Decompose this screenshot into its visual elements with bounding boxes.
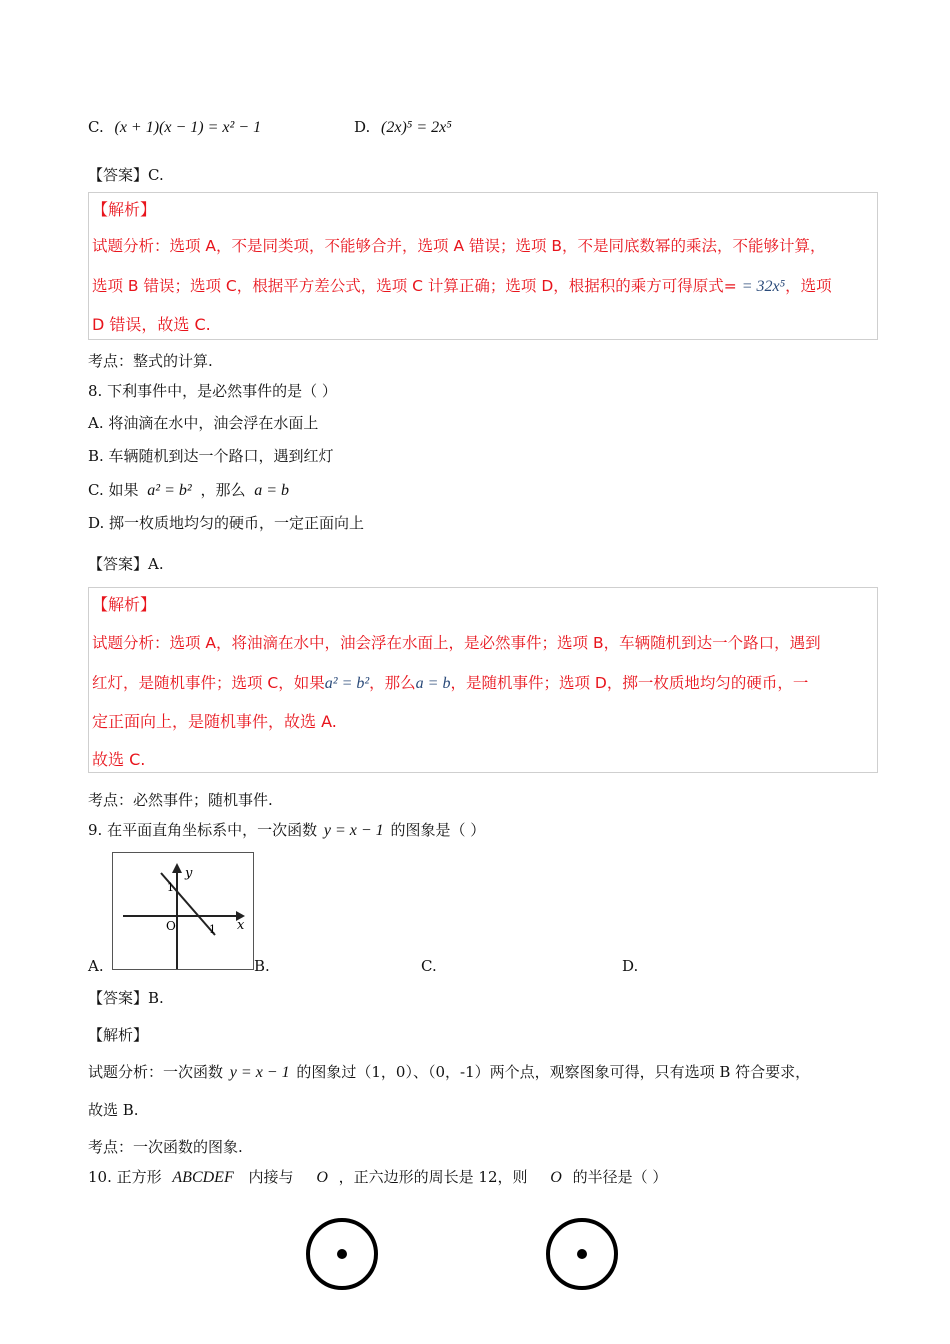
q9-graph-svg	[113, 853, 254, 970]
q10-stem-mid1: 内接与	[248, 1168, 294, 1186]
q8-stem: 8. 下利事件中，是必然事件的是（ ）	[88, 382, 337, 400]
q9-analysis-line1	[88, 1061, 810, 1082]
q10-stem-math3: O	[550, 1169, 562, 1186]
q8-analysis-line4: 故选 C.	[92, 750, 146, 769]
q8-analysis-line2-math2: a = b	[415, 675, 451, 692]
q7-kaodian: 考点：整式的计算.	[88, 352, 213, 370]
q7-analysis-line2a: 选项 B 错误；选项 C，根据平方差公式，选项 C 计算正确；选项 D，根据积的乘方可得原式=	[92, 277, 742, 295]
graph-x-label: x	[237, 918, 245, 933]
q9-analysis-prefix: 试题分析：一次函数	[88, 1063, 224, 1081]
circle-o-icon	[302, 1214, 382, 1294]
q8-option-d: D. 掷一枚质地均匀的硬币，一定正面向上	[88, 514, 365, 532]
q8-kaodian: 考点：必然事件；随机事件.	[88, 791, 273, 809]
q9-analysis-line2: 故选 B.	[88, 1101, 139, 1119]
q8-option-c-math2: a = b	[254, 482, 290, 499]
q9-option-c-label: C.	[421, 957, 437, 975]
q9-analysis-suffix: 的图象过（1，0）、（0，-1）两个点，观察图象可得，只有选项 B 符合要求，	[296, 1063, 811, 1081]
q9-kaodian: 考点：一次函数的图象.	[88, 1138, 243, 1156]
q9-stem-prefix: 9. 在平面直角坐标系中，一次函数	[88, 821, 318, 839]
q9-stem	[88, 819, 485, 840]
circle-o-icon	[542, 1214, 622, 1294]
q7-option-d-math: (2x)⁵ = 2x⁵	[381, 119, 452, 136]
q8-option-b: B. 车辆随机到达一个路口，遇到红灯	[88, 447, 334, 465]
q10-stem-math2: O	[316, 1169, 328, 1186]
q7-analysis-line2	[92, 274, 832, 296]
q9-answer: 【答案】B.	[88, 989, 164, 1007]
q8-analysis-line2-math1: a² = b²	[324, 675, 370, 692]
q10-stem-mid2: ，正六边形的周长是 12，则	[338, 1168, 528, 1186]
q8-analysis-line2c: ，是随机事件；选项 D，掷一枚质地均匀的硬币，一	[450, 674, 809, 692]
q7-option-c	[88, 118, 261, 137]
graph-y-one-label: 1	[167, 881, 174, 894]
q9-option-d-label: D.	[622, 957, 639, 975]
q8-option-c-prefix: C. 如果	[88, 481, 139, 499]
graph-x-one-label: 1	[209, 923, 216, 936]
q7-analysis-title: 【解析】	[92, 200, 157, 219]
q10-stem-suffix: 的半径是（ ）	[572, 1168, 668, 1186]
q7-analysis-line2-math: = 32x⁵	[741, 278, 786, 295]
q7-analysis-line3: D 错误，故选 C.	[92, 315, 211, 334]
q10-stem	[88, 1166, 667, 1187]
q9-stem-suffix: 的图象是（ ）	[390, 821, 486, 839]
q8-analysis-line2	[92, 671, 808, 693]
q7-option-c-label: C.	[88, 118, 104, 136]
q9-option-a-graph	[112, 852, 254, 970]
q7-answer: 【答案】C.	[88, 166, 164, 184]
q7-option-d-label: D.	[354, 118, 371, 136]
q8-analysis-line2a: 红灯，是随机事件；选项 C，如果	[92, 674, 325, 692]
q8-analysis-line1: 试题分析：选项 A，将油滴在水中，油会浮在水面上，是必然事件；选项 B，车辆随机到达一个路口，遇到	[92, 634, 821, 652]
q8-analysis-line2b: ，那么	[369, 674, 416, 692]
q7-option-d	[354, 118, 452, 137]
q10-stem-math1: ABCDEF	[172, 1169, 234, 1186]
q9-stem-math: y = x − 1	[323, 822, 384, 839]
q8-option-c-mid: ，那么	[200, 481, 246, 499]
q7-analysis-line2b: ，选项	[785, 277, 832, 295]
graph-y-label: y	[185, 866, 193, 881]
q7-analysis-line1: 试题分析：选项 A，不是同类项，不能够合并，选项 A 错误；选项 B，不是同底数幂的乘法，不能够计算，	[92, 237, 826, 255]
graph-origin-label: O	[166, 919, 176, 933]
q8-answer: 【答案】A.	[88, 555, 164, 573]
q8-option-c-math1: a² = b²	[147, 482, 192, 499]
q8-option-c	[88, 479, 289, 500]
q8-option-a: A. 将油滴在水中，油会浮在水面上	[88, 414, 319, 432]
q9-analysis-title: 【解析】	[88, 1026, 149, 1044]
y-axis-arrow-icon	[172, 863, 182, 873]
q7-option-c-math: (x + 1)(x − 1) = x² − 1	[114, 119, 262, 136]
q8-analysis-line3: 定正面向上，是随机事件，故选 A.	[92, 712, 337, 731]
q10-stem-prefix: 10. 正方形	[88, 1168, 162, 1186]
q9-option-a-label: A.	[88, 957, 104, 975]
q9-analysis-math: y = x − 1	[229, 1064, 290, 1081]
q8-analysis-title: 【解析】	[92, 595, 157, 614]
q9-option-b-label: B.	[254, 957, 270, 975]
